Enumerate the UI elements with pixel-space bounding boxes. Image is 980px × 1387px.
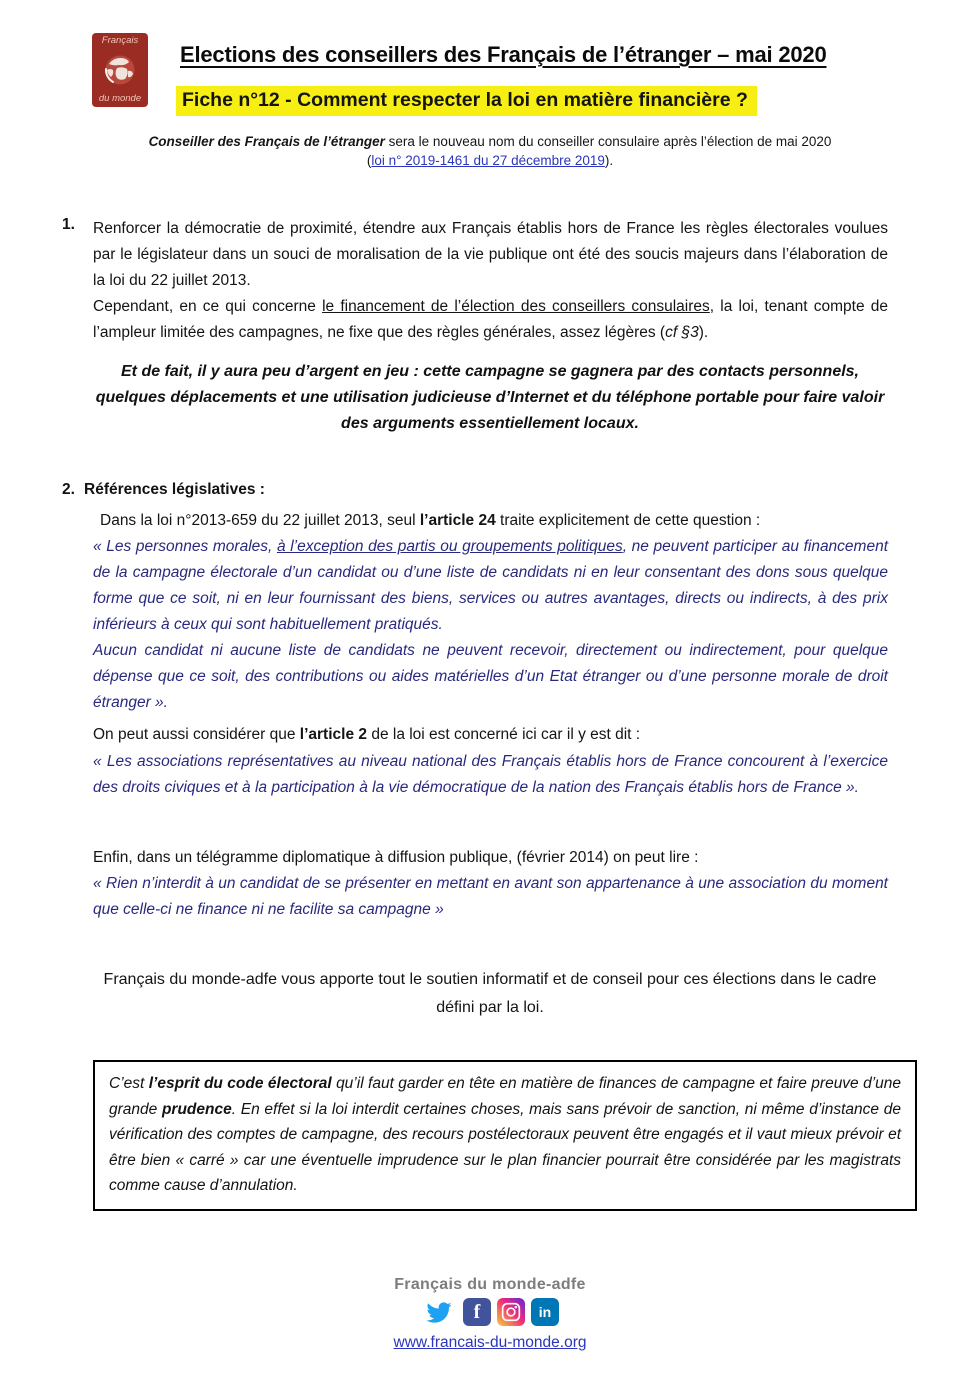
paragraph-1b-lead: Cependant, en ce qui concerne — [93, 298, 323, 315]
website-link[interactable]: www.francais-du-monde.org — [393, 1334, 587, 1351]
quote-1-open: « Les personnes morales, — [93, 538, 277, 555]
instagram-icon[interactable] — [497, 1298, 525, 1326]
article-2-intro — [93, 722, 888, 748]
legal-quote-article-24 — [93, 534, 888, 716]
note-link-suffix: ). — [604, 153, 614, 168]
law-intro — [100, 508, 888, 534]
prudence-word: prudence — [161, 1100, 232, 1118]
twitter-icon[interactable] — [421, 1298, 457, 1326]
facebook-f-glyph: f — [473, 1301, 481, 1323]
paragraph-1a — [93, 216, 888, 294]
globe-icon — [103, 54, 137, 86]
paragraph-1a-text: Renforcer la démocratie de proximité, étendre aux Français établis hors de France les règles électorales voulues par le législateur dans un souci de moralisation de la vie publique ont été des soucis majeurs dans l’élaboration de la loi du 22 juillet 2013. — [93, 220, 888, 289]
linkedin-icon[interactable] — [531, 1298, 559, 1326]
article-2-intro-lead: On peut aussi considérer que — [93, 726, 300, 743]
website-row — [0, 1334, 980, 1352]
facebook-icon[interactable] — [463, 1298, 491, 1326]
law-intro-end: traite explicitement de cette question : — [495, 512, 761, 529]
note-rest: sera le nouveau nom du conseiller consulaire après l’élection de mai 2020 — [384, 134, 832, 149]
social-icons-row — [0, 1298, 980, 1326]
paragraph-1 — [93, 216, 888, 346]
paragraph-1b-mid: , la loi, tenant compte de l’ampleur limitée des campagnes, ne fixe que des règles générales, assez légères ( — [93, 298, 888, 341]
list-number-2: 2. — [62, 481, 75, 498]
underlined-financing-phrase: le financement de l’élection des conseillers consulaires — [322, 298, 710, 315]
box-lead: C’est — [109, 1075, 149, 1092]
list-number-1: 1. — [62, 216, 75, 233]
header-note — [0, 132, 980, 170]
twitter-bird-glyph — [424, 1300, 454, 1325]
linkedin-in-glyph: in — [538, 1304, 552, 1320]
section-2-heading: Références législatives : — [84, 481, 265, 498]
footer-brand: Français du monde-adfe — [394, 1276, 586, 1293]
note-link-prefix: ( — [366, 153, 372, 168]
quote-1-paragraph-2: Aucun candidat ni aucune liste de candidats ne peuvent recevoir, directement ou indirectement, pour quelque dépense que ce soit, des contributions ou aides matérielles d’un Etat étranger ou d’une personne morale de droit étranger ». — [93, 642, 888, 711]
legal-quote-article-2: « Les associations représentatives au niveau national des Français établis hors de France concourent à l’exercice des droits civiques et à la participation à la vie démocratique de la nation des Français établis hors de France ». — [93, 753, 888, 796]
article-2-ref: l’article 2 — [299, 726, 368, 743]
law-intro-lead: Dans la loi n°2013-659 du 22 juillet 2013, seul — [100, 512, 420, 529]
telegram-quote: « Rien n’interdit à un candidat de se présenter en mettant en avant son appartenance à une association du moment que celle-ci ne finance ni ne facilite sa campagne » — [93, 875, 888, 918]
article-24-ref: l’article 24 — [419, 512, 496, 529]
quote-1-rest: , ne peuvent participer au financement de la campagne électorale d’un candidat ou d’une liste de candidats ni en leur consentant des dons sous quelque forme que ce soit, ni en leur fournissant des biens, services ou autres avantages, directs ou indirects, à des prix inférieurs à ceux qui sont habituellement pratiqués. — [93, 538, 889, 633]
underlined-exception-phrase: à l’exception des partis ou groupements politiques — [276, 538, 623, 555]
box-mid: qu’il faut garder en tête en matière de finances de campagne et faire preuve d’une grande — [109, 1075, 902, 1118]
cf-reference: cf §3 — [665, 324, 699, 341]
support-statement: Français du monde-adfe vous apporte tout le soutien informatif et de conseil pour ces élections dans le cadre défini par la loi. — [103, 971, 877, 1016]
law-link[interactable]: loi n° 2019-1461 du 27 décembre 2019 — [371, 153, 605, 168]
quote-1-paragraph-1 — [93, 534, 888, 638]
box-end: . En effet si la loi interdit certaines choses, mais sans prévoir de sanction, ni même d’instance de vérification des comptes de campagne, des recours postélectoraux peuvent être engagés et il vaut mieux prévoir et être bien « carré » car une éventuelle imprudence sur le plan financier pourrait être considérée par les magistrats comme cause d’annulation. — [109, 1100, 901, 1194]
instagram-camera-glyph — [501, 1302, 521, 1322]
telegram-intro: Enfin, dans un télégramme diplomatique à diffusion publique, (février 2014) on peut lire : — [93, 849, 699, 866]
article-2-intro-end: de la loi est concerné ici car il y est dit : — [367, 726, 641, 743]
campaign-callout: Et de fait, il y aura peu d’argent en jeu : cette campagne se gagnera par des contacts personnels, quelques déplacements et une utilisation judicieuse d’Internet et du téléphone portable pour faire valoir des arguments essentiellement locaux. — [95, 363, 885, 432]
paragraph-1b — [93, 294, 888, 346]
page-title: Elections des conseillers des Français de l’étranger – mai 2020 — [180, 42, 827, 67]
logo-text-bottom: du monde — [98, 93, 142, 104]
paragraph-1b-end: ). — [698, 324, 709, 341]
fiche-subtitle: Fiche n°12 - Comment respecter la loi en matière financière ? — [176, 86, 757, 116]
code-electoral-phrase: l’esprit du code électoral — [148, 1075, 332, 1092]
note-lead: Conseiller des Français de l’étranger — [148, 134, 385, 149]
warning-box — [93, 1060, 917, 1211]
logo-text-top: Français — [101, 35, 139, 46]
francais-du-monde-logo — [92, 33, 148, 107]
